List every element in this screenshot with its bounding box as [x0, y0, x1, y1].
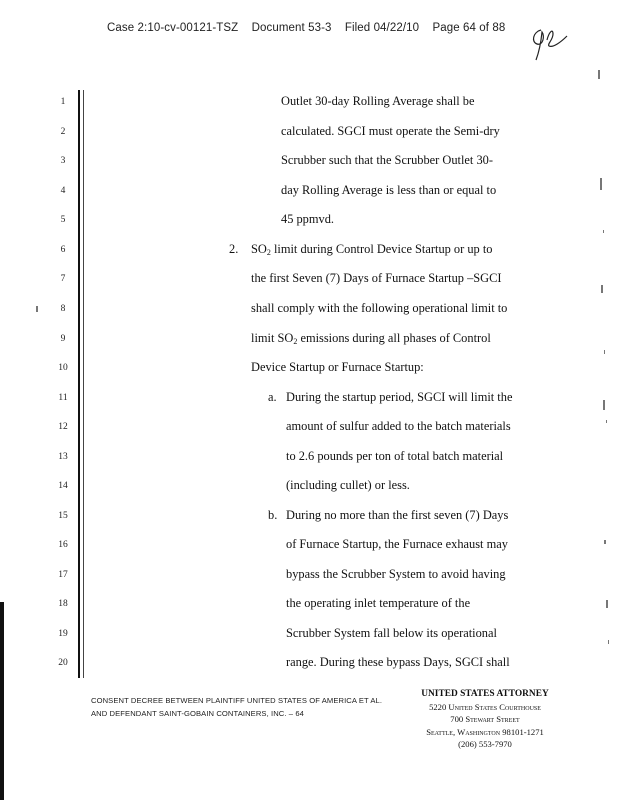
line-number: 10 — [58, 363, 68, 373]
body-line: the first Seven (7) Days of Furnace Startup –SGCI — [251, 271, 502, 285]
sub-item-label: b. — [268, 508, 278, 522]
case-number: Case 2:10-cv-00121-TSZ — [107, 22, 239, 34]
address-line: 5220 United States Courthouse — [429, 701, 541, 712]
line-number: 17 — [58, 570, 68, 580]
line-number: 5 — [60, 215, 66, 225]
sub-item-label: a. — [268, 390, 277, 404]
scan-edge-mark — [0, 602, 4, 800]
body-line: Device Startup or Furnace Startup: — [251, 360, 424, 374]
body-line: (including cullet) or less. — [286, 478, 410, 492]
line-number: 9 — [60, 334, 66, 344]
line-number: 3 — [60, 156, 66, 166]
line-number: 2 — [60, 127, 66, 137]
page-indicator: Page 64 of 88 — [432, 22, 506, 34]
body-line: amount of sulfur added to the batch materials — [286, 419, 511, 433]
line-number: 4 — [60, 186, 66, 196]
body-line: range. During these bypass Days, SGCI shall — [286, 655, 510, 669]
line-number: 14 — [58, 481, 68, 491]
body-line: Scrubber such that the Scrubber Outlet 30- — [281, 153, 493, 167]
body-line: Outlet 30-day Rolling Average shall be — [281, 94, 475, 108]
margin-rule — [78, 90, 80, 678]
footer-caption — [91, 694, 382, 720]
body-line: the operating inlet temperature of the — [286, 596, 471, 610]
subscript-2: 2 — [293, 337, 298, 346]
office-title: UNITED STATES ATTORNEY — [421, 689, 549, 699]
body-line: During no more than the first seven (7) Days — [286, 508, 509, 522]
body-text: emissions during all phases of Control — [297, 331, 491, 345]
address-line: Seattle, Washington 98101-1271 — [426, 726, 544, 737]
body-line: shall comply with the following operational limit to — [251, 301, 508, 315]
line-number: 11 — [58, 393, 68, 403]
body-line: of Furnace Startup, the Furnace exhaust may — [286, 537, 508, 551]
footer-address-block — [400, 688, 570, 751]
line-number: 12 — [58, 422, 68, 432]
line-number: 18 — [58, 599, 68, 609]
body-line: day Rolling Average is less than or equal to — [281, 183, 497, 197]
body-line: bypass the Scrubber System to avoid having — [286, 567, 506, 581]
footer-caption-line: AND DEFENDANT SAINT-GOBAIN CONTAINERS, INC. – 64 — [91, 709, 304, 718]
item-number: 2. — [229, 242, 239, 256]
body-text: limit during Control Device Startup or up to — [270, 242, 493, 256]
body-line: During the startup period, SGCI will limit the — [286, 390, 513, 404]
body-text: limit SO — [251, 331, 294, 345]
body-line: 45 ppmvd. — [281, 212, 335, 226]
line-number: 13 — [58, 452, 68, 462]
body-line — [251, 242, 492, 257]
line-number: 8 — [60, 304, 66, 314]
line-number: 20 — [58, 658, 68, 668]
filed-date: Filed 04/22/10 — [344, 22, 420, 34]
phone-number: (206) 553-7970 — [458, 739, 512, 749]
line-number: 16 — [58, 540, 68, 550]
line-number: 15 — [58, 511, 68, 521]
line-number: 7 — [60, 274, 66, 284]
so2-text: SO — [251, 242, 267, 256]
footer-caption-line: CONSENT DECREE BETWEEN PLAINTIFF UNITED STATES OF AMERICA ET AL. — [91, 696, 383, 705]
case-header — [107, 22, 515, 34]
document-number: Document 53-3 — [251, 22, 332, 34]
body-line: calculated. SGCI must operate the Semi-dry — [281, 124, 500, 138]
line-number: 1 — [60, 97, 66, 107]
margin-rule-inner — [83, 90, 84, 678]
body-line — [251, 331, 491, 346]
subscript-2: 2 — [266, 248, 271, 257]
body-line: to 2.6 pounds per ton of total batch material — [286, 449, 504, 463]
body-line: Scrubber System fall below its operational — [286, 626, 497, 640]
address-line: 700 Stewart Street — [450, 714, 520, 724]
handwritten-initials — [527, 24, 571, 62]
line-number: 6 — [60, 245, 66, 255]
line-number: 19 — [58, 629, 68, 639]
